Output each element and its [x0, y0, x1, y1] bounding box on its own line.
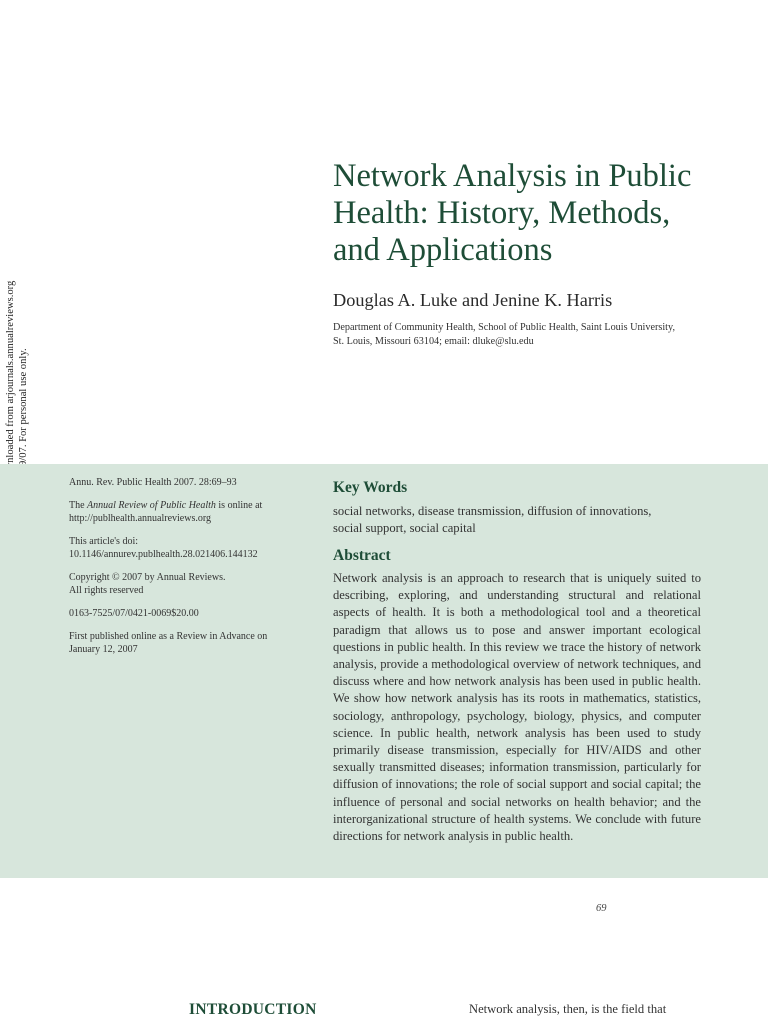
page-number: 69: [596, 903, 607, 914]
introduction-heading: INTRODUCTION: [189, 1001, 317, 1018]
keywords-line1: social networks, disease transmission, diffusion of innovations,: [333, 504, 652, 518]
issn-code: 0163-7525/07/0421-0069$20.00: [69, 608, 199, 619]
online-suffix: is online at: [215, 500, 263, 511]
doi-label: This article's doi:: [69, 536, 139, 547]
doi-value: 10.1146/annurev.publhealth.28.021406.144132: [69, 549, 258, 560]
publication-meta: [69, 476, 301, 666]
first-published-line2: January 12, 2007: [69, 644, 138, 655]
online-notice: [69, 499, 301, 525]
citation: Annu. Rev. Public Health 2007. 28:69–93: [69, 477, 237, 488]
article-title-line3: and Applications: [333, 232, 553, 268]
first-published: [69, 630, 301, 656]
journal-name: Annual Review of Public Health: [87, 500, 216, 511]
article-authors: Douglas A. Luke and Jenine K. Harris: [333, 290, 613, 310]
keywords-line2: social support, social capital: [333, 521, 476, 535]
abstract-heading: Abstract: [333, 547, 391, 564]
affiliation-line1: Department of Community Health, School of Public Health, Saint Louis University,: [333, 322, 675, 333]
introduction-text: Network analysis, then, is the field that: [469, 1002, 667, 1016]
online-prefix: The: [69, 500, 88, 511]
affiliation-line2: St. Louis, Missouri 63104; email: dluke@slu.edu: [333, 335, 534, 347]
article-title: [333, 158, 753, 269]
doi-block: [69, 535, 301, 561]
author-affiliation: [333, 321, 723, 348]
keywords-list: [333, 503, 703, 537]
article-title-line2: Health: History, Methods,: [333, 195, 671, 231]
rights: All rights reserved: [69, 585, 144, 596]
copyright: Copyright © 2007 by Annual Reviews.: [69, 572, 226, 583]
abstract-text: Network analysis is an approach to research that is uniquely suited to describing, exploring, and understanding structural and relational aspects of health. It is both a methodological tool and a theoretical paradigm that allows us to pose and answer important ecological questions in public health. In this review we trace the history of network analysis, provide a methodological overview of network techniques, and discuss where and how network analysis has been used in public health. We show how network analysis has its roots in mathematics, statistics, sociology, anthropology, psychology, biology, physics, and computer science. In public health, network analysis has been used to study primarily disease transmission, especially for HIV/AIDS and other sexually transmitted diseases; information transmission, particularly for diffusion of innovations; the role of social support and social capital; the influence of personal and social networks on health behavior; and the interorganizational structure of health systems. We conclude with future directions for network analysis in public health.: [333, 571, 701, 844]
keywords-heading: Key Words: [333, 479, 408, 496]
article-title-line1: Network Analysis in Public: [333, 158, 692, 194]
first-published-line1: First published online as a Review in Advance on: [69, 631, 268, 642]
copyright-block: [69, 571, 301, 597]
journal-url: http://publhealth.annualreviews.org: [69, 513, 212, 524]
